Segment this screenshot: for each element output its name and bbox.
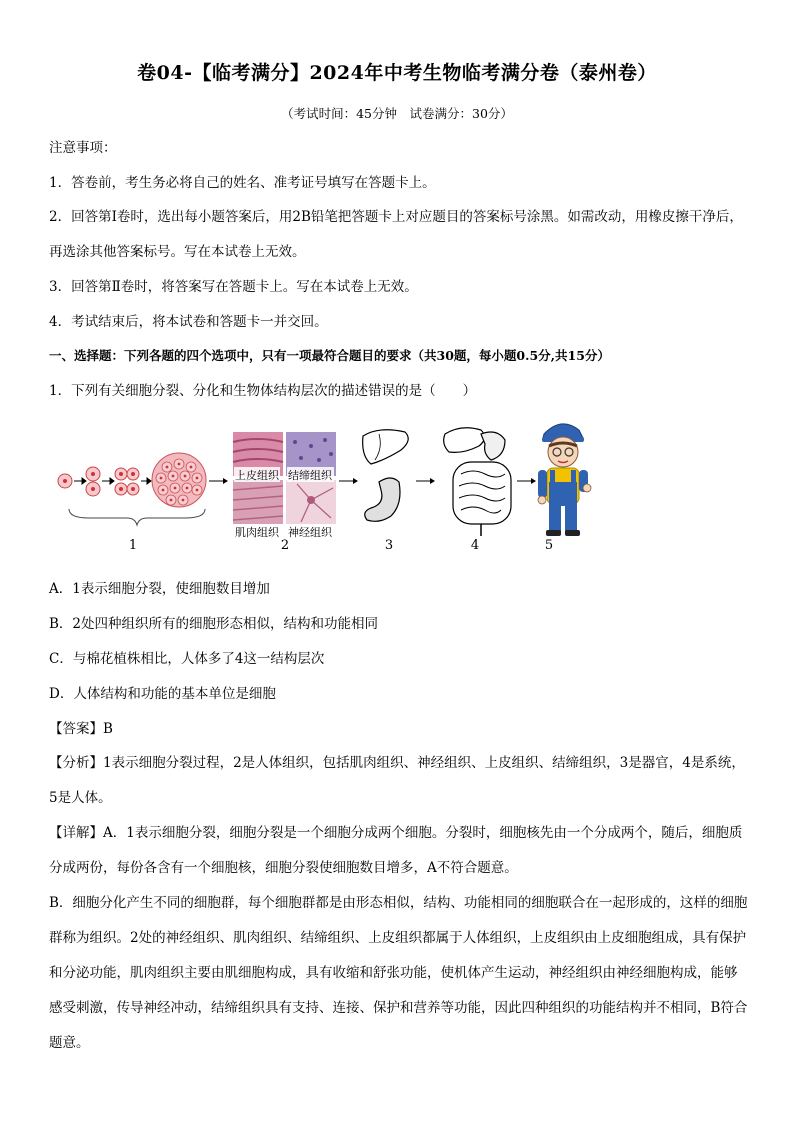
- notice-item-4: 4．考试结束后，将本试卷和答题卡一并交回。: [49, 314, 328, 330]
- notice-heading: 注意事项：: [49, 140, 117, 156]
- step-label-5: 5: [544, 538, 554, 553]
- cell-division-illustration: [58, 453, 206, 525]
- digestive-system-illustration: [444, 428, 511, 536]
- tissue-label-nerve: 神经组织: [288, 526, 332, 539]
- tissue-label-epithelial: 上皮组织: [235, 469, 279, 482]
- notice-item-3: 3．回答第Ⅱ卷时，将答案写在答题卡上。写在本试卷上无效。: [49, 279, 418, 295]
- page-title: 卷04-【临考满分】2024年中考生物临考满分卷（泰州卷）: [137, 62, 657, 84]
- analysis-paragraph: 【分析】1表示细胞分裂过程，2是人体组织，包括肌肉组织、神经组织、上皮组织、结缔组织，3是器官，4是系统，5是人体。: [49, 755, 745, 806]
- detail-paragraph-a: 【详解】A．1表示细胞分裂，细胞分裂是一个细胞分成两个细胞。分裂时，细胞核先由一个分成两个，随后，细胞质分成两份，每份各含有一个细胞核，细胞分裂使细胞数目增多，A不符合题意。: [49, 825, 743, 876]
- option-d: D．人体结构和功能的基本单位是细胞: [49, 686, 276, 702]
- question-1-stem: 1．下列有关细胞分裂、分化和生物体结构层次的描述错误的是（ ）: [49, 383, 477, 399]
- tissue-label-connective: 结缔组织: [288, 469, 332, 482]
- option-a: A．1表示细胞分裂，使细胞数目增加: [49, 581, 270, 597]
- exam-info: （考试时间：45分钟 试卷满分：30分）: [281, 106, 513, 121]
- section-heading: 一、选择题：下列各题的四个选项中，只有一项最符合题目的要求（共30题，每小题0.5分,共15分）: [49, 348, 610, 363]
- notice-item-1: 1．答卷前，考生务必将自己的姓名、准考证号填写在答题卡上。: [49, 175, 436, 191]
- notice-item-2: 2．回答第Ⅰ卷时，选出每小题答案后，用2B铅笔把答题卡上对应题目的答案标号涂黑。如需改动，用橡皮擦干净后，再选涂其他答案标号。写在本试卷上无效。: [49, 209, 743, 260]
- answer-line: 【答案】B: [49, 721, 113, 737]
- human-body-illustration: [538, 424, 591, 536]
- detail-paragraph-b: B．细胞分化产生不同的细胞群，每个细胞群都是由形态相似，结构、功能相同的细胞联合在一起形成的，这样的细胞群称为组织。2处的神经组织、肌肉组织、结缔组织、上皮组织都属于人体组织，上皮组织由上皮细胞组成，具有保护和分泌功能，肌肉组织主要由肌细胞构成，具有收缩和舒张功能，使机体产生运动，神经组织由神经细胞构成，能够感受刺激，传导神经冲动，结缔组织具有支持、连接、保护和营养等功能，因此四种组织的功能结构并不相同，B符合题意。: [49, 895, 748, 1051]
- step-label-1: 1: [128, 538, 138, 553]
- step-label-4: 4: [470, 538, 480, 553]
- tissue-label-muscle: 肌肉组织: [235, 526, 279, 539]
- step-label-3: 3: [384, 538, 394, 553]
- tissue-illustration: [233, 432, 336, 540]
- organ-illustration: [363, 430, 409, 522]
- option-c: C．与棉花植株相比，人体多了4这一结构层次: [49, 651, 325, 667]
- option-b: B．2处四种组织所有的细胞形态相似，结构和功能相同: [49, 616, 379, 632]
- structure-levels-figure: [49, 412, 609, 562]
- step-label-2: 2: [280, 538, 290, 553]
